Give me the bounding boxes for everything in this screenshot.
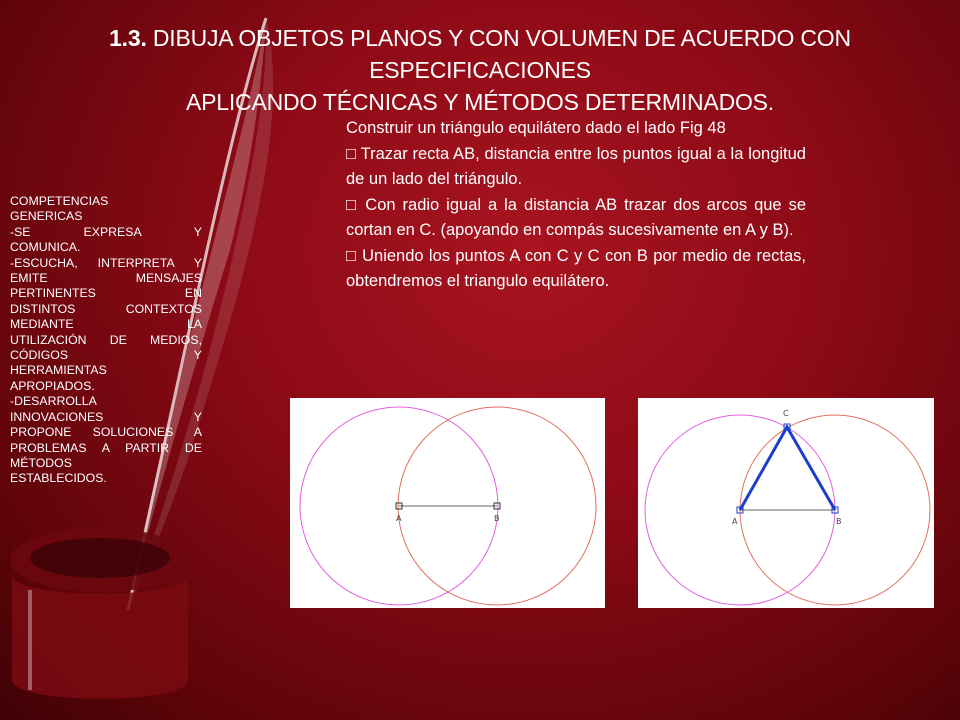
title-line-1: DIBUJA OBJETOS PLANOS Y CON VOLUMEN DE ACUERDO CON ESPECIFICACIONES (146, 25, 851, 83)
competencias-line: UTILIZACIÓN DE MEDIOS, (10, 332, 202, 347)
competencias-line: PROPONE SOLUCIONES A (10, 425, 202, 440)
competencias-line: MEDIANTE LA (10, 317, 202, 332)
label-b: B (836, 517, 842, 526)
instructions-heading: Construir un triángulo equilátero dado el lado Fig 48 (346, 119, 726, 137)
competencias-text (10, 194, 202, 487)
figure-step-2 (638, 398, 934, 608)
competencias-line: DISTINTOS CONTEXTOS (10, 301, 202, 316)
figure-step-1 (290, 398, 605, 608)
competencias-line: CÓDIGOS Y (10, 348, 202, 363)
competencias-line: COMUNICA. (10, 240, 81, 255)
triangle-sides (740, 427, 835, 510)
competencias-line: GENERICAS (10, 209, 83, 224)
competencias-line: -ESCUCHA, INTERPRETA Y (10, 255, 202, 270)
competencias-line: -SE EXPRESA Y (10, 224, 202, 239)
bullet-icon: □ (346, 144, 357, 163)
label-a: A (396, 514, 402, 523)
instructions-step-3 (346, 244, 806, 295)
instructions-step-2 (346, 193, 806, 244)
bullet-icon: □ (346, 195, 359, 214)
step-1-text: Trazar recta AB, distancia entre los puntos igual a la longitud de un lado del triángulo. (346, 144, 806, 188)
competencias-line: PROBLEMAS A PARTIR DE (10, 440, 202, 455)
step-2-text: Con radio igual a la distancia AB trazar dos arcos que se cortan en C. (apoyando en compás sucesivamente en A y B). (346, 195, 806, 239)
step-3-text: Uniendo los puntos A con C y C con B por medio de rectas, obtendremos el triangulo equilátero. (346, 246, 806, 290)
slide-title (0, 22, 960, 118)
competencias-line: -DESARROLLA (10, 394, 97, 409)
competencias-line: EMITE MENSAJES (10, 271, 202, 286)
title-line-2: APLICANDO TÉCNICAS Y MÉTODOS DETERMINADOS. (185, 89, 775, 115)
competencias-line: HERRAMIENTAS (10, 363, 107, 378)
title-number: 1.3. (109, 25, 147, 51)
instructions-text (346, 116, 806, 295)
competencias-line: ESTABLECIDOS. (10, 471, 107, 486)
label-c: C (783, 409, 789, 418)
competencias-line: APROPIADOS. (10, 378, 95, 393)
label-b: B (494, 514, 500, 523)
competencias-line: COMPETENCIAS (10, 194, 109, 208)
competencias-line: PERTINENTES EN (10, 286, 202, 301)
label-a: A (732, 517, 738, 526)
inkwell-body (12, 575, 188, 699)
competencias-line: INNOVACIONES Y (10, 409, 202, 424)
competencias-line: MÉTODOS (10, 455, 72, 470)
bullet-icon: □ (346, 246, 357, 265)
instructions-step-1 (346, 142, 806, 193)
